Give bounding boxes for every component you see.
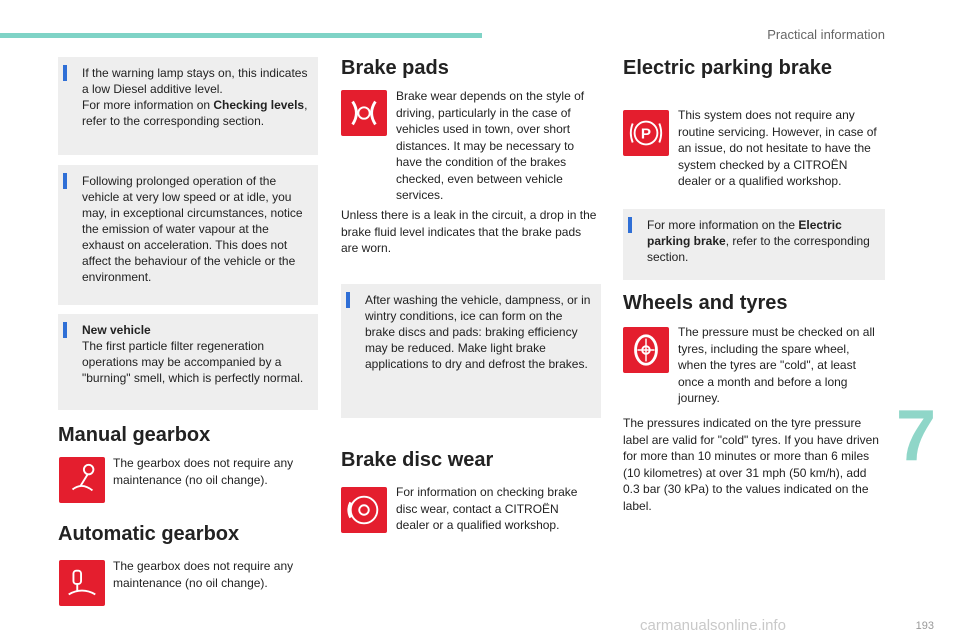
section-title: Practical information: [767, 27, 885, 42]
parking-brake-icon: [623, 110, 669, 156]
brake-pad-icon: [345, 94, 383, 132]
note-text: The first particle filter regeneration operations may be accompanied by a "burning" smell, which is perfectly normal.: [82, 339, 304, 385]
manual-gearbox-heading: Manual gearbox: [58, 424, 211, 446]
note-new-vehicle: [58, 314, 318, 410]
brake-fluid-text: Unless there is a leak in the circuit, a drop in the brake fluid level indicates that the brake pads are worn.: [341, 208, 597, 255]
watermark: carmanualsonline.info: [640, 617, 786, 634]
brake-pads-icon: [341, 90, 387, 136]
parking-brake-text: This system does not require any routine servicing. However, in case of an issue, do not hesitate to have the system checked by a CITROËN dealer or a qualified workshop.: [678, 108, 877, 188]
info-icon: [63, 65, 67, 81]
wheel-icon: [627, 331, 665, 369]
automatic-gearbox-text: The gearbox does not require any maintenance (no oil change).: [113, 559, 294, 590]
info-icon: [628, 217, 632, 233]
note-brake-washing: [341, 284, 601, 418]
note-text: For more information on the Electric parking brake, refer to the corresponding section.: [647, 218, 870, 264]
automatic-gearbox-heading: Automatic gearbox: [58, 523, 240, 545]
note-text: Following prolonged operation of the vehicle at very low speed or at idle, you may, in exceptional circumstances, notice the emission of water vapour at the exhaust on acceleration. This does not affect the behaviour of the vehicle or the environment.: [82, 174, 303, 284]
brake-disc-text: For information on checking brake disc wear, contact a CITROËN dealer or a qualified workshop.: [396, 485, 578, 532]
note-water-vapour: [58, 165, 318, 305]
note-text: After washing the vehicle, dampness, or in wintry conditions, ice can form on the brake discs and pads: braking efficiency may be reduced. Make light brake applications to dry and defrost the brakes.: [365, 293, 591, 371]
note-text-more: For more information on Checking levels, refer to the corresponding section.: [82, 98, 308, 128]
gear-stick-icon: [63, 461, 101, 499]
automatic-selector-icon: [63, 564, 101, 602]
note-text: If the warning lamp stays on, this indicates a low Diesel additive level.: [82, 66, 308, 96]
manual-gearbox-text: The gearbox does not require any maintenance (no oil change).: [113, 456, 294, 487]
page-number: 193: [915, 620, 934, 632]
brake-pads-heading: Brake pads: [341, 57, 449, 79]
note-parking-brake: [623, 209, 885, 280]
wheels-tyres-heading: Wheels and tyres: [623, 292, 788, 314]
svg-text:P: P: [640, 125, 652, 143]
parking-brake-heading: Electric parking brake: [623, 57, 832, 79]
manual-gearbox-icon: [59, 457, 105, 503]
tyre-pressure-label-text: The pressures indicated on the tyre pressure label are valid for "cold" tyres. If you have driven for more than 10 minutes or more than 6 miles (10 kilometres) at over 31 mph (50 km/h), add 0.3 bar (30 kPa) to the values indicated on the label.: [623, 416, 879, 513]
tyre-icon: [623, 327, 669, 373]
disc-icon: [345, 491, 383, 529]
parking-p-icon: [627, 114, 665, 152]
tyre-pressure-text: The pressure must be checked on all tyres, including the spare wheel, when the tyres are "cold", at least once a month and before a long journey.: [678, 325, 875, 405]
note-warning-lamp: [58, 57, 318, 155]
info-icon: [63, 322, 67, 338]
info-icon: [63, 173, 67, 189]
info-icon: [346, 292, 350, 308]
note-title: New vehicle: [82, 323, 151, 337]
chapter-number: 7: [895, 396, 936, 476]
brake-disc-heading: Brake disc wear: [341, 449, 494, 471]
brake-disc-icon: [341, 487, 387, 533]
header-accent-bar: [0, 33, 482, 38]
automatic-gearbox-icon: [59, 560, 105, 606]
brake-pads-text: Brake wear depends on the style of driving, particularly in the case of vehicles used in town, over short distances. It may be necessary to have the condition of the brakes checked, even between vehicle services.: [396, 89, 585, 202]
